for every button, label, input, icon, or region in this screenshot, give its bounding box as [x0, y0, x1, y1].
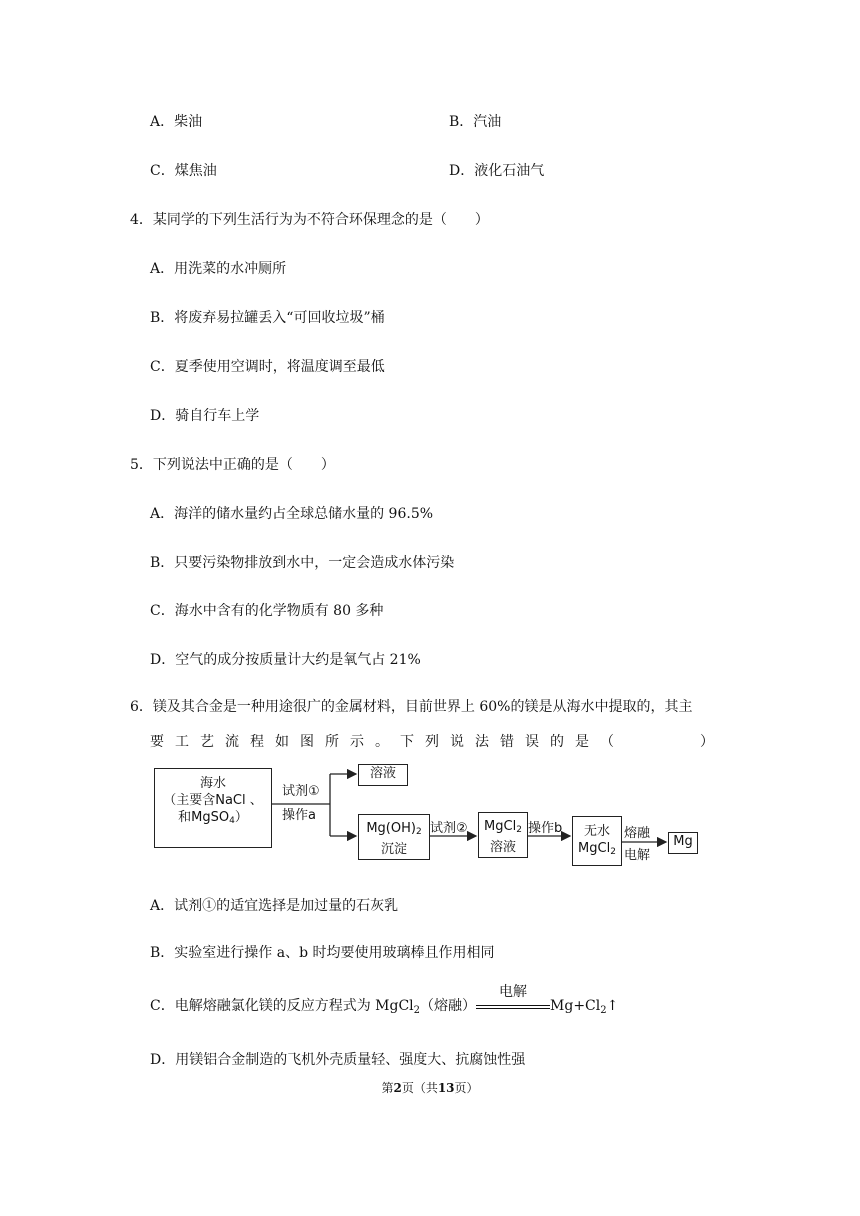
page-footer: 第2页（共13页）	[381, 1081, 479, 1095]
seawater-box	[154, 768, 272, 848]
solution-box: 溶液	[358, 764, 408, 786]
q4-option-a: A．用洗菜的水冲厕所	[150, 261, 287, 277]
precipitate-label: 沉淀	[380, 842, 407, 857]
q5-option-c: C．海水中含有的化学物质有 80 多种	[150, 603, 384, 619]
mgcl2-solution-label: 溶液	[489, 840, 516, 855]
mgoh2-box	[358, 814, 430, 860]
q5-option-d: D．空气的成分按质量计大约是氧气占 21%	[150, 652, 421, 668]
q6-option-c: C．电解熔融氯化镁的反应方程式为 MgCl$_2$（熔融） 电解 $Mg+Cl_2↑$	[150, 984, 619, 1016]
anhydrous-label: 无水	[583, 824, 610, 839]
operation-a-label: 操作a	[282, 808, 316, 823]
reaction-condition: 电解	[476, 996, 550, 1016]
q5-stem: 5．下列说法中正确的是（ ）	[130, 457, 335, 473]
q6-option-d: D．用镁铝合金制造的飞机外壳质量轻、强度大、抗腐蚀性强	[150, 1052, 526, 1068]
q4-option-c: C．夏季使用空调时，将温度调至最低	[150, 359, 385, 375]
anhydrous-mgcl2-formula: MgCl2	[578, 841, 616, 857]
operation-b-label: 操作b	[528, 821, 563, 836]
seawater-note-line1: （主要含NaCl 、	[163, 793, 263, 808]
q5-option-b: B．只要污染物排放到水中，一定会造成水体污染	[150, 555, 455, 571]
q3-option-a: A．柴油	[150, 114, 203, 130]
reagent2-label: 试剂②	[430, 821, 468, 836]
q3-option-d: D．液化石油气	[449, 163, 545, 179]
anhydrous-mgcl2-box	[572, 816, 622, 866]
q6-option-b: B．实验室进行操作 a、b 时均要使用玻璃棒且作用相同	[150, 945, 495, 961]
mgcl2-solution-box	[478, 812, 528, 858]
q4-option-d: D．骑自行车上学	[150, 408, 260, 424]
q4-option-b: B．将废弃易拉罐丢入“可回收垃圾”桶	[150, 310, 385, 326]
melt-label: 熔融	[624, 826, 651, 841]
q4-stem: 4．某同学的下列生活行为为不符合环保理念的是（ ）	[130, 212, 489, 228]
mg-product-box: Mg	[668, 832, 698, 854]
q3-option-c: C．煤焦油	[150, 163, 217, 179]
q6-stem-line1: 6．镁及其合金是一种用途很广的金属材料，目前世界上 60%的镁是从海水中提取的，其主	[130, 699, 693, 715]
q6-stem-line2: 要工艺流程如图所示。下列说法错误的是（ ）	[150, 734, 725, 750]
electrolysis-label: 电解	[624, 848, 651, 863]
mgcl2-formula: MgCl2	[484, 819, 522, 835]
seawater-title: 海水	[199, 776, 226, 791]
seawater-note-line2: 和MgSO4）	[178, 810, 248, 826]
reagent1-label: 试剂①	[282, 784, 320, 799]
mgoh2-formula: Mg(OH)2	[366, 821, 422, 837]
q3-option-b: B．汽油	[449, 114, 502, 130]
q5-option-a: A．海洋的储水量约占全球总储水量的 96.5%	[150, 506, 434, 522]
q6-option-a: A．试剂①的适宜选择是加过量的石灰乳	[150, 898, 399, 914]
